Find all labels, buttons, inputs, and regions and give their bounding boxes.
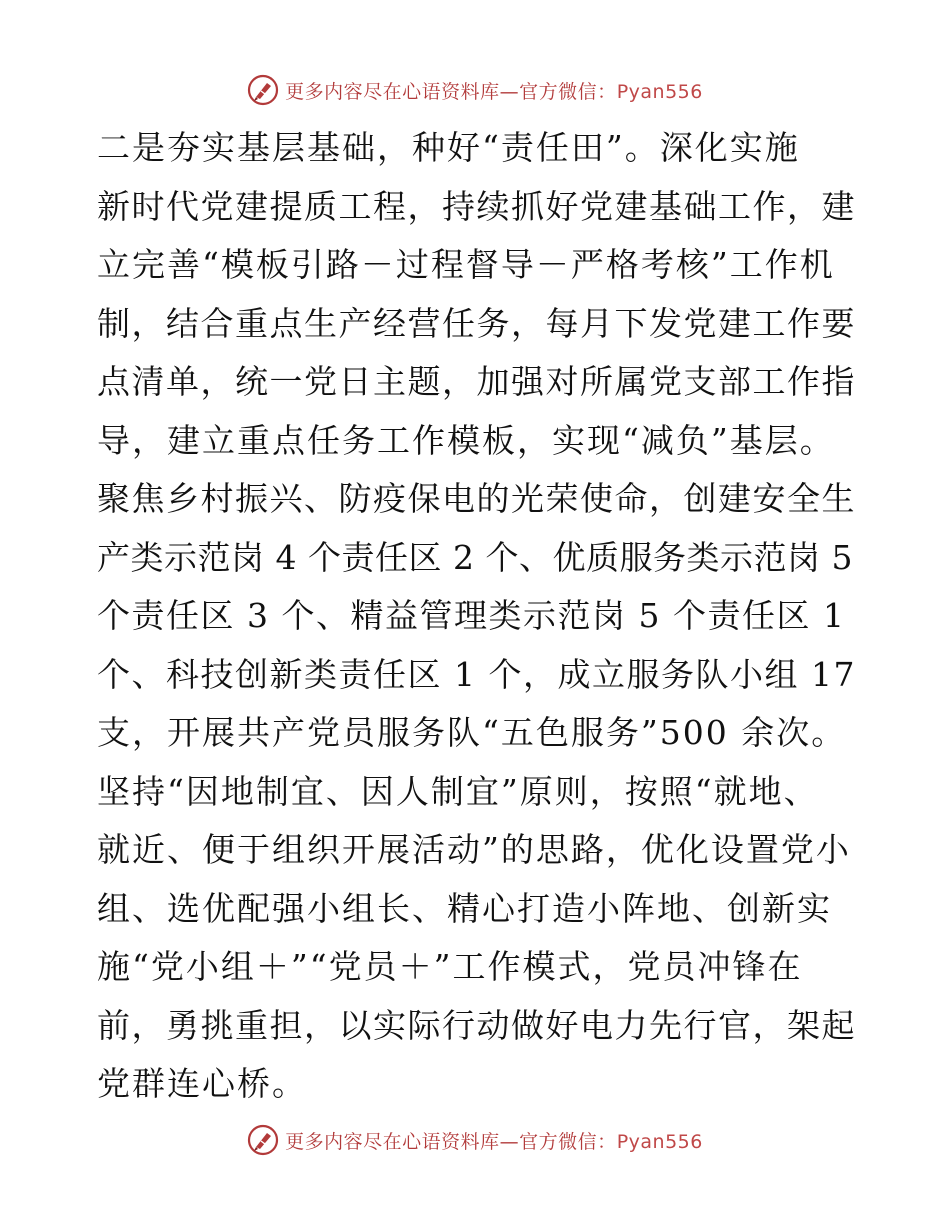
watermark-wechat-label: 官方微信： xyxy=(519,1130,617,1153)
text-line: 产类示范岗 4 个责任区 2 个、优质服务类示范岗 5 xyxy=(97,537,853,577)
text-line: 组、选优配强小组长、精心打造小阵地、创新实 xyxy=(97,888,832,928)
text-line: 前，勇挑重担，以实际行动做好电力先行官，架起 xyxy=(97,1005,856,1045)
text-line: 坚持“因地制宜、因人制宜”原则，按照“就地、 xyxy=(97,771,819,811)
header-watermark xyxy=(0,70,950,110)
text-line: 党群连心桥。 xyxy=(97,1064,307,1103)
quill-logo-icon xyxy=(247,1124,279,1156)
watermark-text: 更多内容尽在心语资料库 xyxy=(285,1130,500,1153)
text-line: 聚焦乡村振兴、防疫保电的光荣使命，创建安全生 xyxy=(97,479,856,518)
text-line: 就近、便于组织开展活动”的思路，优化设置党小 xyxy=(97,830,851,869)
text-line: 新时代党建提质工程，持续抓好党建基础工作，建 xyxy=(97,186,856,226)
watermark-wechat-label: 官方微信： xyxy=(519,80,617,103)
text-line: 点清单，统一党日主题，加强对所属党支部工作指 xyxy=(97,362,856,401)
watermark-separator: — xyxy=(499,80,520,103)
text-line: 施“党小组＋”“党员＋”工作模式，党员冲锋在 xyxy=(97,947,803,986)
watermark-separator: — xyxy=(499,1130,520,1153)
text-line: 个责任区 3 个、精益管理类示范岗 5 个责任区 1 xyxy=(97,596,846,635)
text-line: 支，开展共产党员服务队“五色服务”500 余次。 xyxy=(97,713,847,752)
text-line: 立完善“模板引路－过程督导－严格考核”工作机 xyxy=(97,245,835,284)
text-line: 二是夯实基层基础，种好“责任田”。深化实施 xyxy=(97,128,800,167)
watermark-wechat-id: Pyan556 xyxy=(616,80,703,103)
footer-watermark xyxy=(0,1120,950,1160)
watermark-wechat-id: Pyan556 xyxy=(616,1130,703,1153)
quill-logo-icon xyxy=(247,74,279,106)
text-line: 导，建立重点任务工作模板，实现“减负”基层。 xyxy=(97,420,835,460)
text-line: 制，结合重点生产经营任务，每月下发党建工作要 xyxy=(97,303,856,343)
document-body xyxy=(97,119,857,1114)
watermark-text: 更多内容尽在心语资料库 xyxy=(285,80,500,103)
text-line: 个、科技创新类责任区 1 个，成立服务队小组 17 xyxy=(97,654,856,694)
